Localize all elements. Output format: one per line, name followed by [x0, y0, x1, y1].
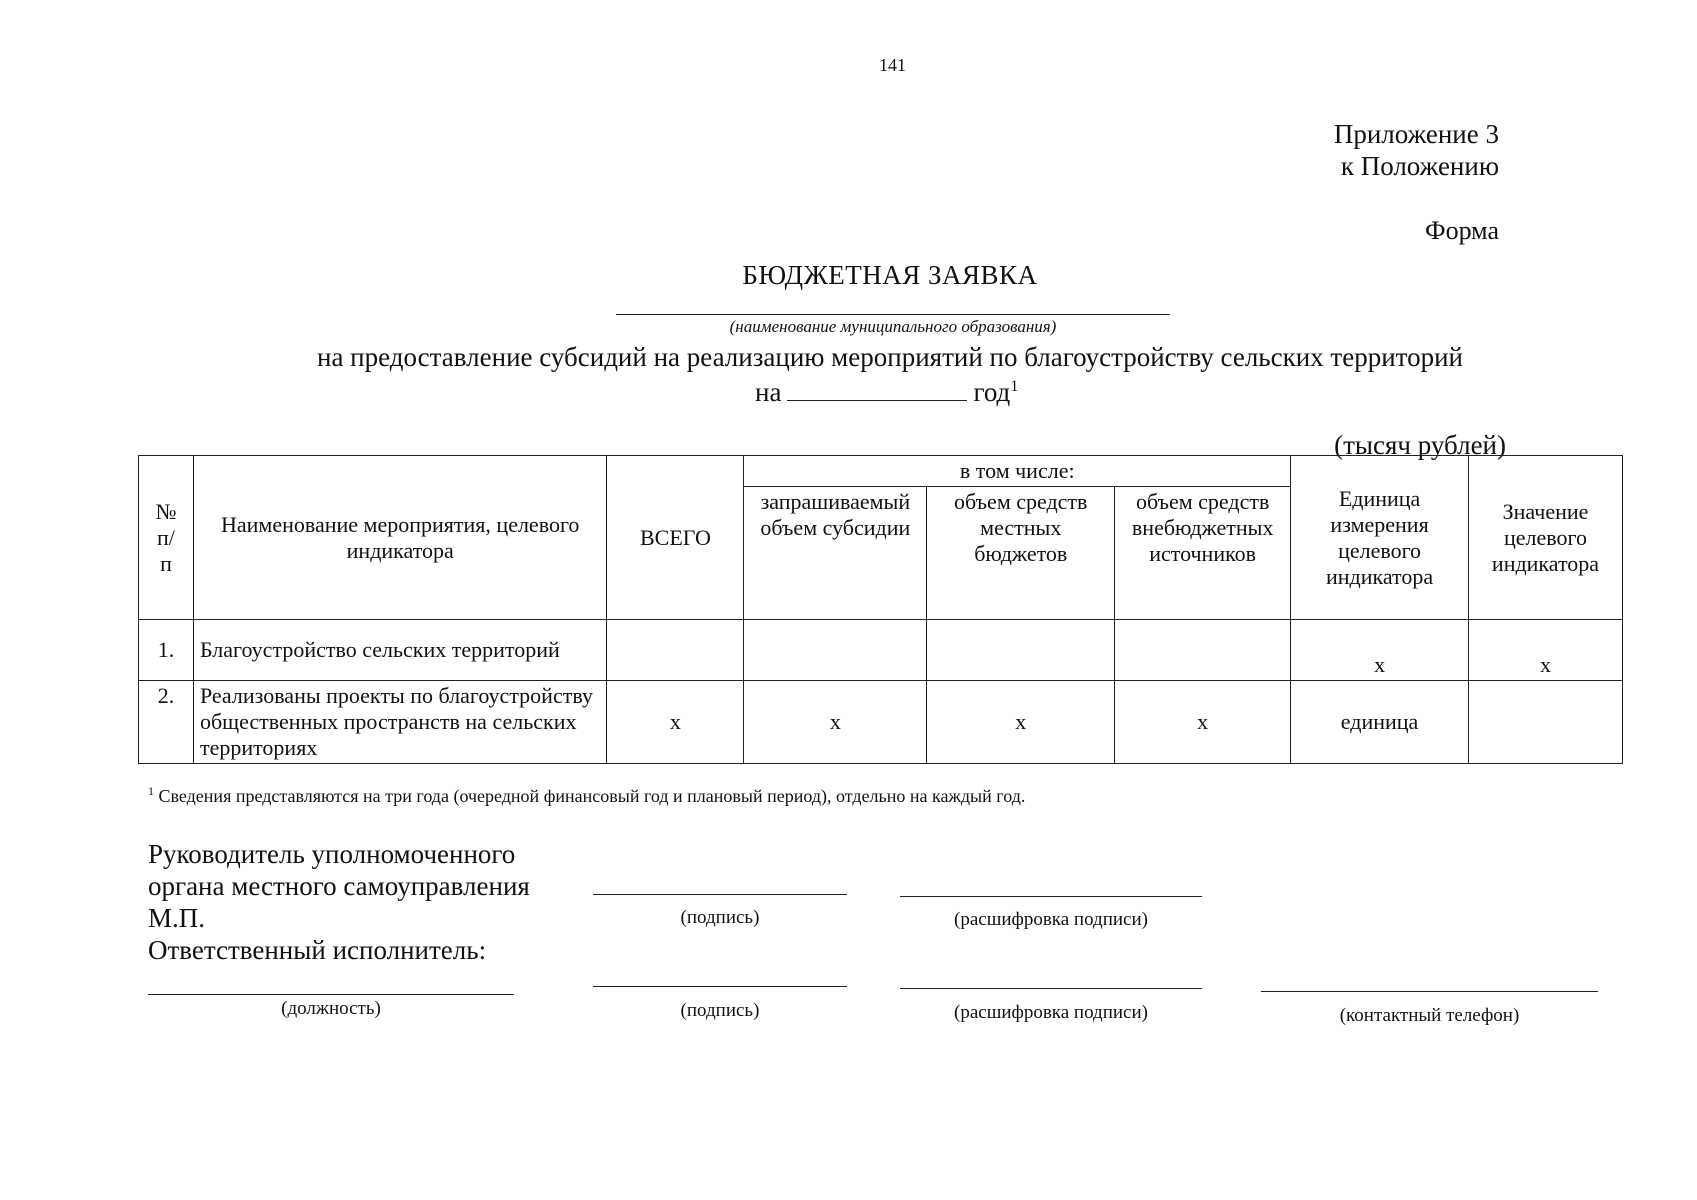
page-number: 141	[879, 55, 906, 75]
row-unit: единица	[1291, 681, 1469, 764]
form-label: Форма	[1425, 216, 1499, 245]
appendix-line-2: к Положению	[1340, 151, 1499, 181]
footnote-mark: 1	[148, 784, 154, 798]
appendix-line-1: Приложение 3	[1333, 119, 1499, 149]
header-including: в том числе:	[744, 456, 1291, 487]
year-prefix: на	[755, 377, 782, 407]
year-footnote-mark: 1	[1010, 378, 1019, 395]
header-num-line-1: №	[155, 498, 177, 524]
header-unit: Единица измерения целевого индикатора	[1291, 456, 1469, 620]
row-offbudget[interactable]	[1115, 620, 1291, 681]
executor-decoding-line[interactable]	[900, 988, 1202, 989]
footnote-text: Сведения представляются на три года (очередной финансовый год и плановый период), отдельно на каждый год.	[158, 786, 1026, 806]
header-num	[139, 456, 194, 620]
table-row	[139, 681, 1623, 764]
head-signature-caption: (подпись)	[680, 907, 760, 928]
head-decoding-caption: (расшифровка подписи)	[954, 909, 1148, 930]
executor-decoding-caption: (расшифровка подписи)	[954, 1002, 1148, 1023]
municipality-blank-line	[616, 314, 1170, 315]
row-num: 1.	[139, 620, 194, 681]
year-row	[755, 374, 1018, 408]
head-title-line-2: органа местного самоуправления	[148, 871, 530, 901]
document-title: БЮДЖЕТНАЯ ЗАЯВКА	[742, 260, 1038, 290]
row-total: х	[607, 681, 744, 764]
executor-signature-line[interactable]	[593, 986, 847, 987]
document-subtitle: на предоставление субсидий на реализацию мероприятий по благоустройству сельских территорий	[317, 342, 1463, 372]
row-local[interactable]	[927, 620, 1115, 681]
header-name: Наименование мероприятия, целевого индикатора	[193, 456, 607, 620]
appendix-reference	[1334, 118, 1499, 182]
head-signature-line[interactable]	[593, 894, 847, 895]
row-local: х	[927, 681, 1115, 764]
executor-position-caption: (должность)	[281, 998, 381, 1019]
row-requested: х	[744, 681, 927, 764]
row-requested[interactable]	[744, 620, 927, 681]
year-blank-field[interactable]	[787, 374, 967, 401]
row-name: Благоустройство сельских территорий	[193, 620, 607, 681]
executor-position-line[interactable]	[148, 994, 514, 995]
budget-table	[138, 455, 1623, 764]
row-num: 2.	[139, 681, 194, 764]
header-local: объем средств местных бюджетов	[927, 487, 1115, 620]
header-total: ВСЕГО	[607, 456, 744, 620]
table-header-row	[139, 456, 1623, 487]
header-requested: запрашиваемый объем субсидии	[744, 487, 927, 620]
row-value[interactable]	[1469, 681, 1623, 764]
header-value: Значение целевого индикатора	[1469, 456, 1623, 620]
executor-label: Ответственный исполнитель:	[148, 935, 487, 965]
row-name: Реализованы проекты по благоустройству общественных пространств на сельских территориях	[193, 681, 607, 764]
row-unit: х	[1291, 620, 1469, 681]
head-decoding-line[interactable]	[900, 896, 1202, 897]
head-title	[148, 838, 530, 966]
executor-signature-caption: (подпись)	[680, 1000, 760, 1021]
header-num-line-3: п	[160, 550, 172, 576]
header-offbudget: объем средств внебюджетных источников	[1115, 487, 1291, 620]
row-value: х	[1469, 620, 1623, 681]
stamp-label: М.П.	[148, 903, 206, 933]
table-row	[139, 620, 1623, 681]
executor-phone-caption: (контактный телефон)	[1339, 1005, 1520, 1026]
footnote	[148, 784, 1025, 807]
row-total[interactable]	[607, 620, 744, 681]
year-suffix: год	[973, 377, 1011, 407]
units-label: (тысяч рублей)	[1334, 430, 1506, 460]
header-num-line-2: п/	[157, 524, 175, 550]
head-title-line-1: Руководитель уполномоченного	[148, 839, 516, 869]
municipality-caption: (наименование муниципального образования)	[729, 317, 1057, 336]
executor-phone-line[interactable]	[1261, 991, 1598, 992]
row-offbudget: х	[1115, 681, 1291, 764]
